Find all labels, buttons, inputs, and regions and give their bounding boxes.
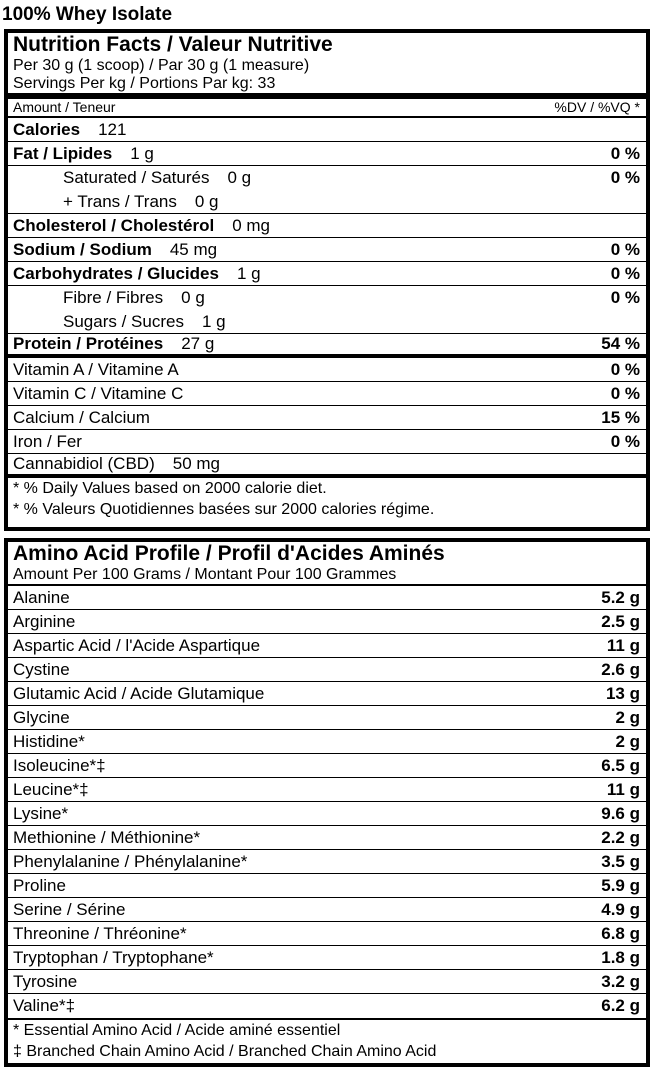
- amino-acid-subtitle: Amount Per 100 Grams / Montant Pour 100 Grammes: [13, 566, 397, 583]
- nutrient-name: Vitamin A / Vitamine A: [13, 359, 179, 379]
- amino-acid-name: Glycine: [13, 707, 70, 727]
- amino-acid-value: 2 g: [615, 731, 640, 751]
- amino-acid-value: 13 g: [605, 683, 640, 703]
- nutrient-dv: 0 %: [610, 359, 640, 379]
- nutrient-amount: 50 mg: [172, 454, 220, 473]
- servings-per-kg: Servings Per kg / Portions Par kg: 33: [13, 75, 276, 92]
- product-title: 100% Whey Isolate: [2, 4, 173, 25]
- amino-acid-name: Proline: [13, 875, 66, 895]
- nutrient-left: [13, 264, 261, 284]
- nutrient-amount: 1 g: [236, 263, 261, 283]
- amino-acid-panel: [4, 538, 650, 1067]
- nutrient-dv: 0 %: [610, 168, 640, 187]
- nutrient-name: Protein / Protéines: [13, 334, 164, 353]
- amino-acid-row: [8, 634, 646, 658]
- amino-acid-value: 2.2 g: [601, 827, 640, 847]
- nutrient-left: [63, 288, 205, 308]
- nutrient-row: [8, 118, 646, 142]
- amino-acid-value: 11 g: [606, 635, 640, 655]
- nutrient-row: [8, 142, 646, 166]
- amino-acid-row: [8, 754, 646, 778]
- amino-acid-value: 1.8 g: [601, 947, 640, 967]
- nutrient-name: + Trans / Trans: [63, 191, 177, 211]
- nutrient-left: [13, 408, 150, 428]
- nutrient-row: [8, 406, 646, 430]
- nutrient-row: [8, 166, 646, 190]
- amino-acid-name: Lysine*: [13, 803, 69, 823]
- amino-acid-value: 4.9 g: [601, 899, 640, 919]
- nutrient-left: [13, 334, 214, 354]
- nutrient-amount: 1 g: [201, 311, 226, 331]
- nutrient-amount: 45 mg: [169, 239, 218, 259]
- amino-acid-name: Arginine: [13, 611, 76, 631]
- nutrient-left: [13, 144, 154, 164]
- nutrient-amount: 0 mg: [232, 215, 270, 235]
- nutrient-name: Carbohydrates / Glucides: [13, 263, 219, 283]
- nutrient-left: [63, 192, 219, 212]
- dv-header: %DV / %VQ *: [554, 99, 640, 115]
- nutrient-left: [13, 432, 82, 452]
- amino-acid-row: [8, 922, 646, 946]
- amino-acid-name: Serine / Sérine: [13, 899, 126, 919]
- amino-acid-name: Isoleucine*‡: [13, 755, 106, 775]
- amino-acid-row: [8, 850, 646, 874]
- amino-acid-row: [8, 898, 646, 922]
- nutrient-name: Cholesterol / Cholestérol: [13, 215, 215, 235]
- amino-acid-name: Methionine / Méthionine*: [13, 827, 201, 847]
- amino-acid-row: [8, 994, 646, 1018]
- amino-acid-value: 5.9 g: [601, 875, 640, 895]
- nutrient-row: [8, 454, 646, 478]
- nutrient-row: [8, 310, 646, 334]
- amino-acid-row: [8, 610, 646, 634]
- nutrient-left: [13, 120, 126, 140]
- amino-acid-value: 3.5 g: [601, 851, 640, 871]
- nutrient-rows: [8, 118, 646, 478]
- amino-acid-name: Aspartic Acid / l'Acide Aspartique: [13, 635, 261, 655]
- nutrient-row: [8, 430, 646, 454]
- nutrition-facts-title: Nutrition Facts / Valeur Nutritive: [13, 33, 333, 56]
- amino-acid-value: 2.6 g: [601, 659, 640, 679]
- amino-acid-name: Phenylalanine / Phénylalanine*: [13, 851, 248, 871]
- amount-header: Amount / Teneur: [13, 99, 116, 115]
- nutrient-dv: 54 %: [601, 334, 640, 353]
- nutrient-amount: 0 g: [181, 288, 205, 307]
- amino-acid-value: 2.5 g: [601, 611, 640, 631]
- nutrient-amount: 121: [98, 119, 127, 139]
- nutrient-dv: 0 %: [610, 383, 640, 403]
- amino-acid-value: 11 g: [606, 779, 640, 799]
- column-header-row: [8, 99, 646, 116]
- footnote-en: * % Daily Values based on 2000 calorie diet.: [13, 480, 327, 497]
- nutrient-left: [63, 312, 226, 332]
- amino-acid-row: [8, 706, 646, 730]
- amino-acid-name: Glutamic Acid / Acide Glutamique: [13, 683, 265, 703]
- amino-acid-name: Cystine: [13, 659, 70, 679]
- nutrient-dv: 0 %: [610, 239, 640, 259]
- amino-acid-row: [8, 802, 646, 826]
- nutrient-name: Vitamin C / Vitamine C: [13, 383, 184, 403]
- amino-acid-value: 2 g: [615, 707, 640, 727]
- nutrient-dv: 0 %: [610, 143, 640, 163]
- amino-acid-name: Threonine / Thréonine*: [13, 923, 187, 943]
- amino-acid-name: Leucine*‡: [13, 779, 89, 799]
- nutrient-dv: 0 %: [610, 288, 640, 307]
- amino-acid-row: [8, 730, 646, 754]
- nutrient-row: [8, 334, 646, 358]
- amino-acid-row: [8, 586, 646, 610]
- nutrient-name: Fibre / Fibres: [63, 288, 164, 307]
- nutrient-row: [8, 214, 646, 238]
- nutrient-dv: 0 %: [610, 431, 640, 451]
- nutrient-amount: 0 g: [194, 191, 219, 211]
- nutrient-amount: 1 g: [130, 143, 154, 163]
- amino-acid-value: 3.2 g: [601, 971, 640, 991]
- nutrient-left: [13, 384, 183, 404]
- nutrient-amount: 27 g: [181, 334, 215, 353]
- footnote-essential: * Essential Amino Acid / Acide aminé essentiel: [13, 1022, 341, 1039]
- nutrient-name: Fat / Lipides: [13, 143, 113, 163]
- amino-acid-rows: [8, 586, 646, 1018]
- nutrient-name: Iron / Fer: [13, 431, 82, 451]
- amino-acid-name: Histidine*: [13, 731, 85, 751]
- nutrient-name: Cannabidiol (CBD): [13, 454, 155, 473]
- amino-acid-name: Alanine: [13, 587, 70, 607]
- nutrient-row: [8, 382, 646, 406]
- nutrient-dv: 15 %: [601, 407, 640, 427]
- nutrient-name: Calories: [13, 119, 81, 139]
- amino-acid-value: 6.8 g: [601, 923, 640, 943]
- nutrient-name: Sodium / Sodium: [13, 239, 152, 259]
- nutrient-amount: 0 g: [227, 168, 252, 187]
- nutrient-row: [8, 238, 646, 262]
- nutrient-left: [13, 360, 179, 380]
- serving-size: Per 30 g (1 scoop) / Par 30 g (1 measure): [13, 57, 310, 74]
- nutrition-facts-panel: [4, 29, 650, 531]
- amino-acid-name: Valine*‡: [13, 996, 76, 1015]
- footnote-fr: * % Valeurs Quotidiennes basées sur 2000 calories régime.: [13, 501, 435, 518]
- amino-acid-name: Tyrosine: [13, 971, 78, 991]
- amino-acid-row: [8, 874, 646, 898]
- nutrient-name: Saturated / Saturés: [63, 168, 210, 187]
- nutrient-row: [8, 190, 646, 214]
- amino-acid-value: 5.2 g: [601, 587, 640, 607]
- nutrient-name: Calcium / Calcium: [13, 407, 150, 427]
- nutrient-left: [63, 168, 251, 188]
- amino-acid-row: [8, 946, 646, 970]
- nutrient-left: [13, 240, 217, 260]
- amino-acid-value: 6.5 g: [601, 755, 640, 775]
- amino-acid-name: Tryptophan / Tryptophane*: [13, 947, 214, 967]
- nutrient-row: [8, 358, 646, 382]
- amino-acid-row: [8, 778, 646, 802]
- amino-acid-value: 6.2 g: [601, 996, 640, 1015]
- nutrient-row: [8, 262, 646, 286]
- amino-acid-row: [8, 970, 646, 994]
- amino-acid-row: [8, 826, 646, 850]
- footnote-bcaa: ‡ Branched Chain Amino Acid / Branched Chain Amino Acid: [13, 1043, 437, 1060]
- amino-acid-value: 9.6 g: [601, 803, 640, 823]
- nutrient-left: [13, 216, 270, 236]
- nutrient-left: [13, 454, 220, 474]
- amino-acid-row: [8, 658, 646, 682]
- nutrient-dv: 0 %: [610, 263, 640, 283]
- amino-acid-row: [8, 682, 646, 706]
- amino-acid-title: Amino Acid Profile / Profil d'Acides Aminés: [13, 542, 445, 565]
- nutrient-name: Sugars / Sucres: [63, 311, 184, 331]
- nutrient-row: [8, 286, 646, 310]
